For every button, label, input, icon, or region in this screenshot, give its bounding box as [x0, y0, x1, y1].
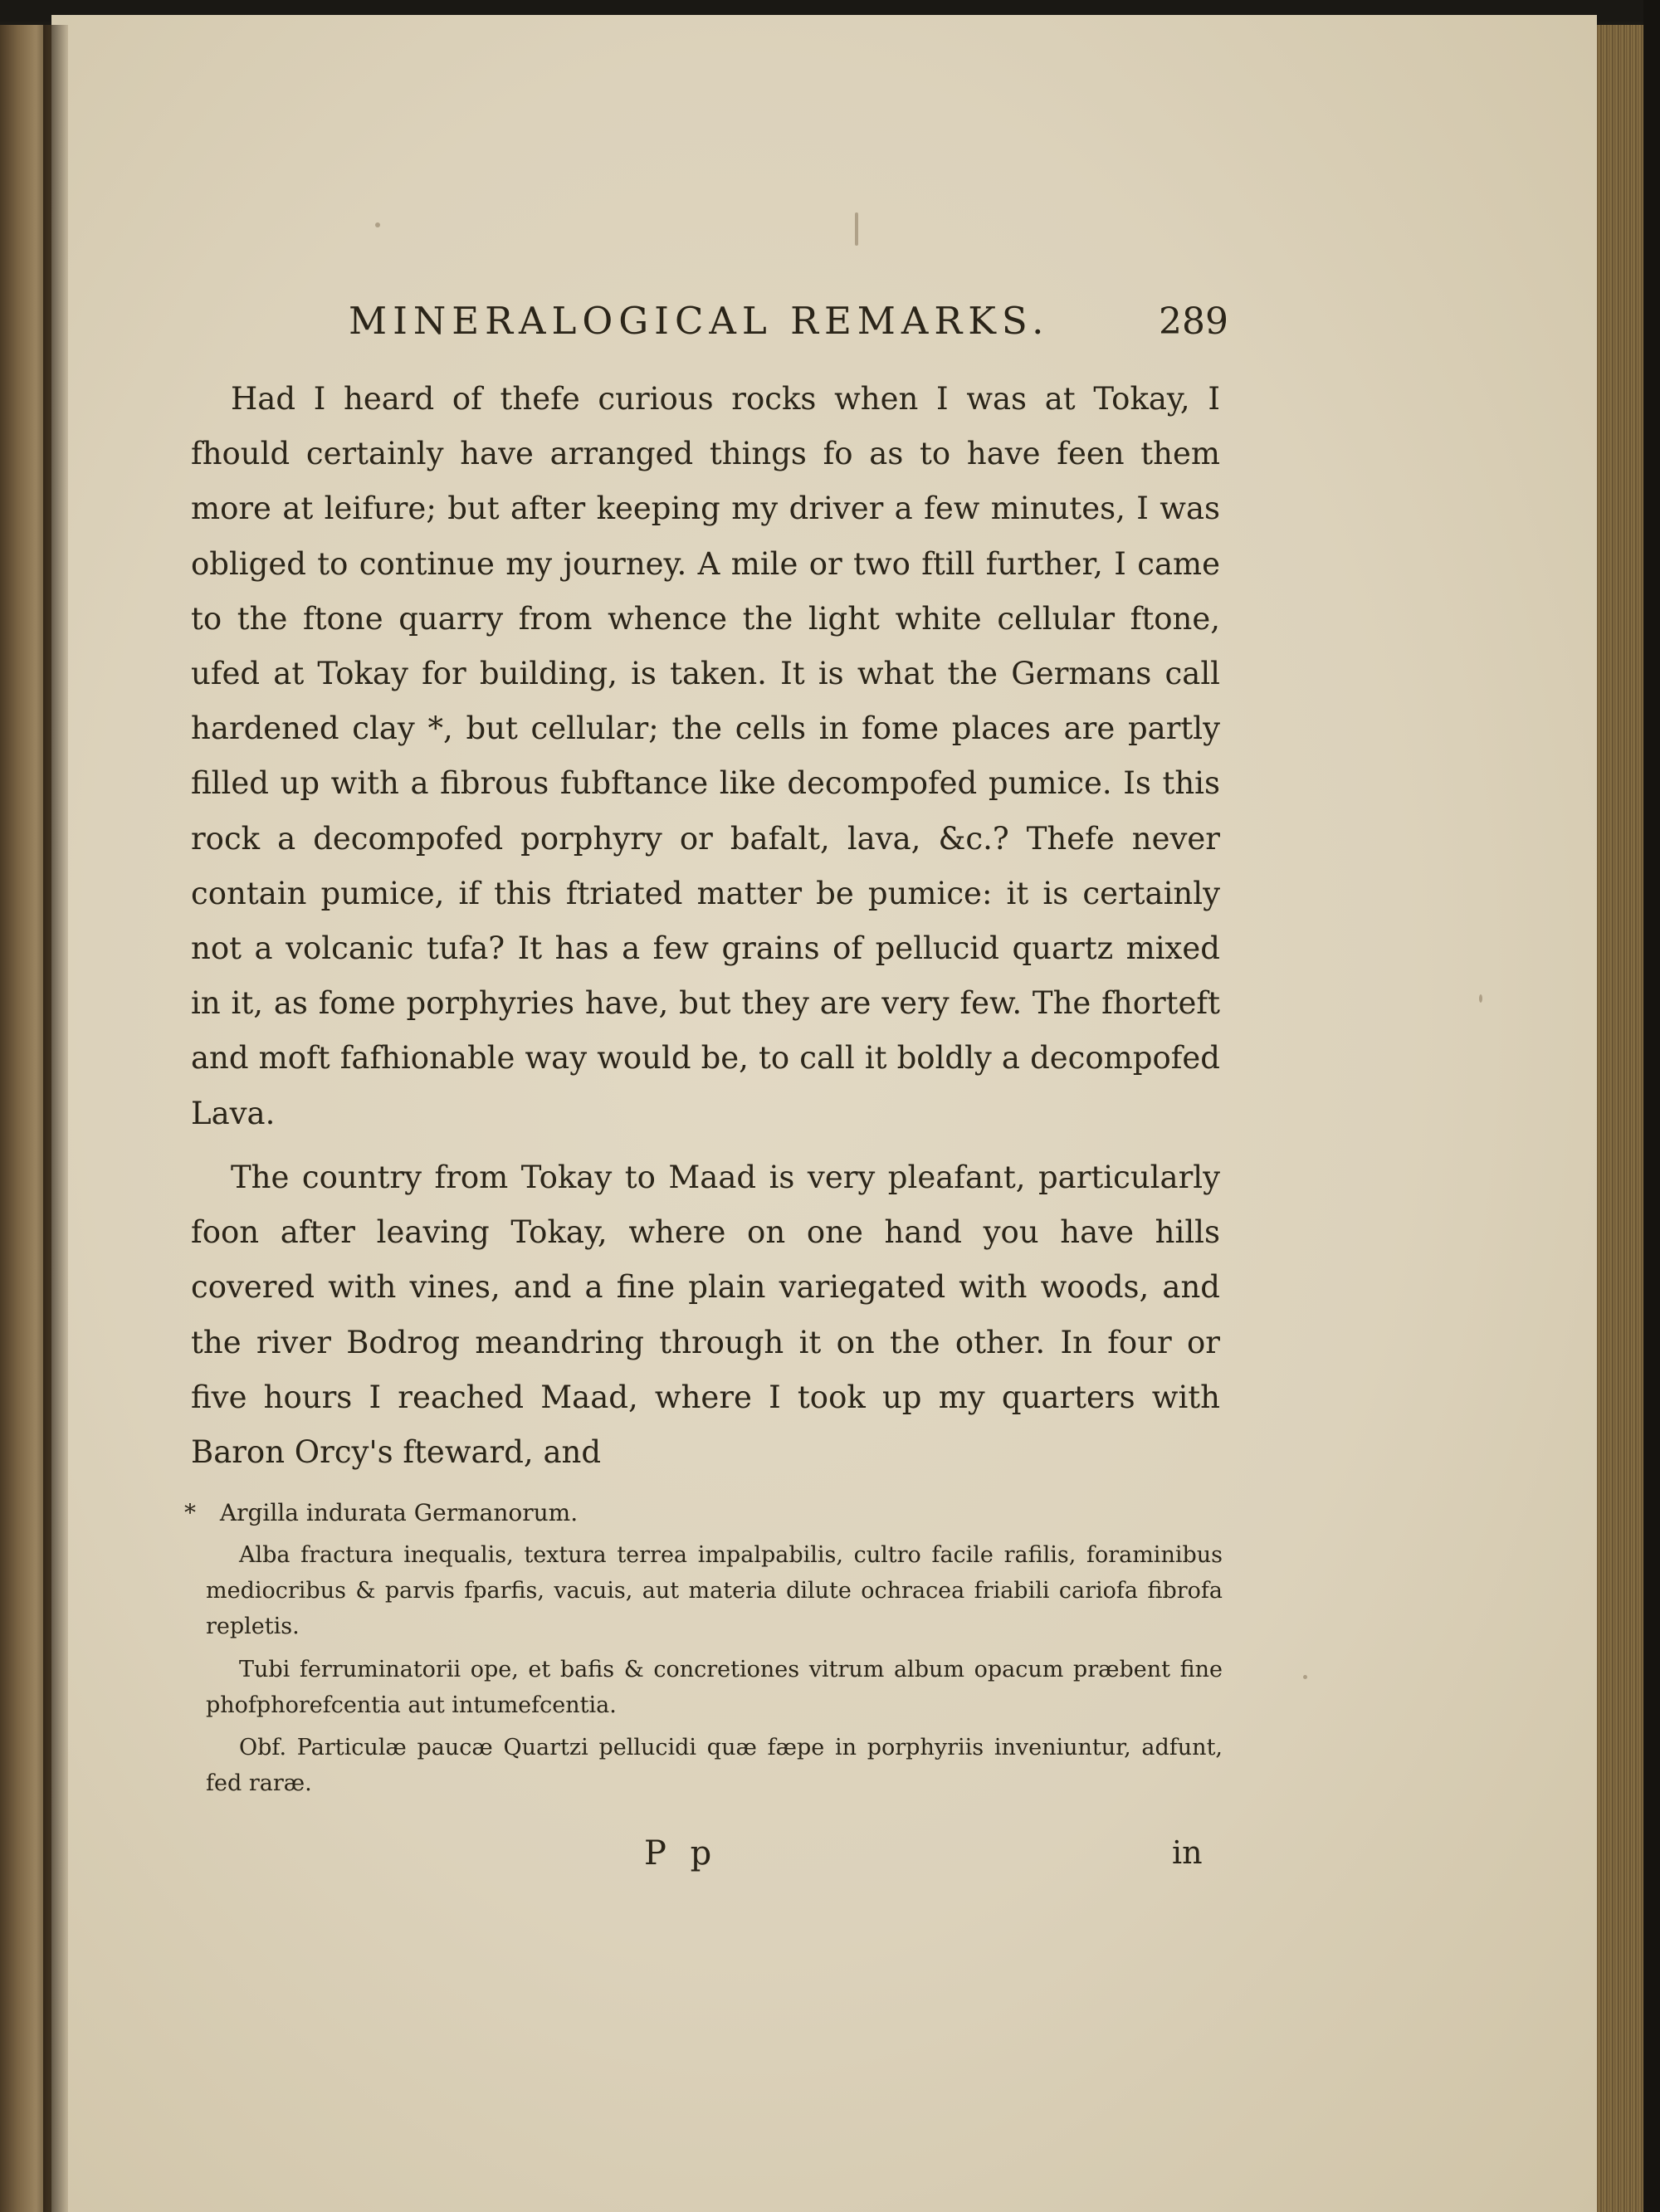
catchword: in: [1172, 1834, 1203, 1871]
footnote-text: Obf. Particulæ paucæ Quartzi pellucidi quæ fæpe in porphyriis inveniuntur, adfunt, fed raræ.: [206, 1735, 1223, 1796]
paper-speck: [375, 222, 380, 227]
running-title: MINERALOGICAL REMARKS.: [349, 299, 1050, 343]
footnote-title: Argilla indurata Germanorum.: [219, 1499, 579, 1526]
footnote-marker: *: [184, 1499, 196, 1526]
page-number: 289: [1159, 300, 1228, 343]
body-paragraph: Had I heard of thefe curious rocks when I was at Tokay, I fhould certainly have arranged things fo as to have feen them more at leifure; but after keeping my driver a few minutes, I was obliged to continue my journey. A mile or two ftill further, I came to the ftone quarry from whence the light white cellular ftone, ufed at Tokay for building, is taken. It is what the Germans call hardened clay *, but cellular; the cells in fome places are partly filled up with a fibrous fubftance like decompofed pumice. Is this rock a decompofed porphyry or bafalt, lava, &c.? Thefe never contain pumice, if this ftriated matter be pumice: it is certainly not a volcanic tufa? It has a few grains of pellucid quartz mixed in it, as fome porphyries have, but they are very few. The fhorteft and moft fafhionable way would be, to call it boldly a decompofed Lava.: [191, 381, 1220, 1131]
footnote-text: Alba fractura inequalis, textura terrea impalpabilis, cultro facile rafilis, foraminibus mediocribus & parvis fparfis, vacuis, aut materia dilute ochracea friabili cariofa fibrofa repletis.: [206, 1542, 1223, 1639]
footnote-text: Tubi ferruminatorii ope, et bafis & concretiones vitrum album opacum præbent fine phofphorefcentia aut intumefcentia.: [206, 1657, 1223, 1718]
running-head: [349, 299, 1228, 357]
edge-shadow: [1643, 0, 1660, 2212]
gutter-shadow: [43, 25, 68, 2212]
footnote-heading: [184, 1499, 578, 1526]
paper-speck: [855, 212, 858, 246]
paper-speck: [1479, 994, 1482, 1003]
page-edges: [1597, 25, 1647, 2212]
signature-mark: P p: [644, 1834, 719, 1873]
paper-speck: [1303, 1675, 1307, 1679]
body-paragraph: The country from Tokay to Maad is very pleafant, particularly foon after leaving Tokay, where on one hand you have hills covered with vines, and a fine plain variegated with woods, and the river Bodrog meandring through it on the other. In four or five hours I reached Maad, where I took up my quarters with Baron Orcy's fteward, and: [191, 1160, 1220, 1471]
